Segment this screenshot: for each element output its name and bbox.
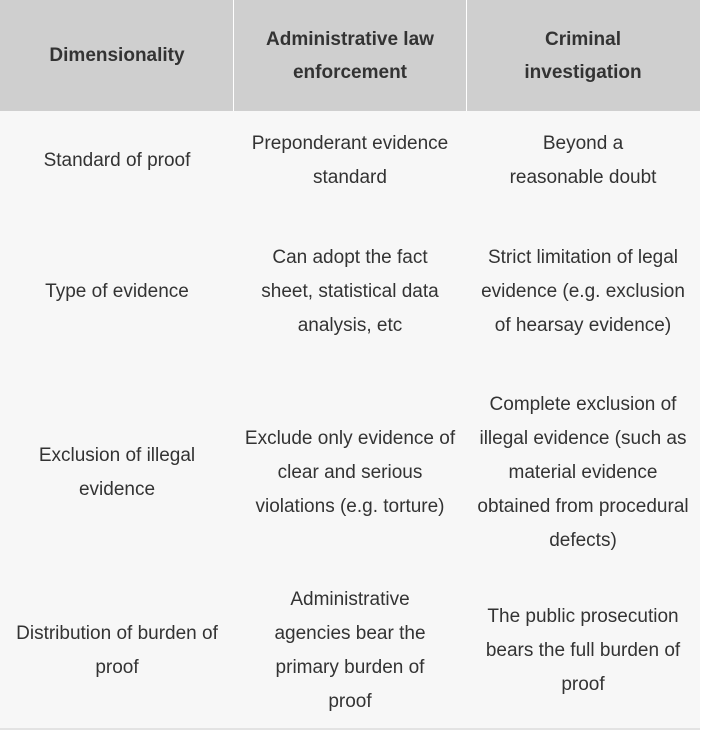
table-row <box>0 573 700 728</box>
table-cell: Preponderant evidence standard <box>251 133 449 188</box>
table-cell: Strict limitation of legal evidence (e.g. exclusion of hearsay evidence) <box>481 247 685 336</box>
table-cell: Distribution of burden of proof <box>16 622 218 678</box>
table-cell: Complete exclusion of illegal evidence (such as material evidence obtained from procedural defects) <box>477 394 689 551</box>
header-cell-criminal-investigation: Criminal investigation <box>524 28 642 83</box>
header-cell-administrative-law-enforcement: Administrative law enforcement <box>266 28 434 83</box>
table-header <box>0 0 700 111</box>
table-row <box>0 211 700 373</box>
table-cell: The public prosecution bears the full burden of proof <box>485 605 681 695</box>
table-cell: Exclusion of illegal evidence <box>38 445 196 500</box>
table-cell: Standard of proof <box>43 150 191 171</box>
table-cell: Beyond a reasonable doubt <box>509 133 657 188</box>
header-divider <box>466 0 467 111</box>
table-cell: Administrative agencies bear the primary burden of proof <box>274 588 426 712</box>
table-cell: Can adopt the fact sheet, statistical data analysis, etc <box>261 247 439 336</box>
header-divider <box>233 0 234 111</box>
header-cell-dimensionality: Dimensionality <box>49 45 185 66</box>
table-cell: Type of evidence <box>45 281 189 302</box>
table-row <box>0 111 700 211</box>
table-cell: Exclude only evidence of clear and serious violations (e.g. torture) <box>244 428 456 517</box>
table-row <box>0 373 700 573</box>
